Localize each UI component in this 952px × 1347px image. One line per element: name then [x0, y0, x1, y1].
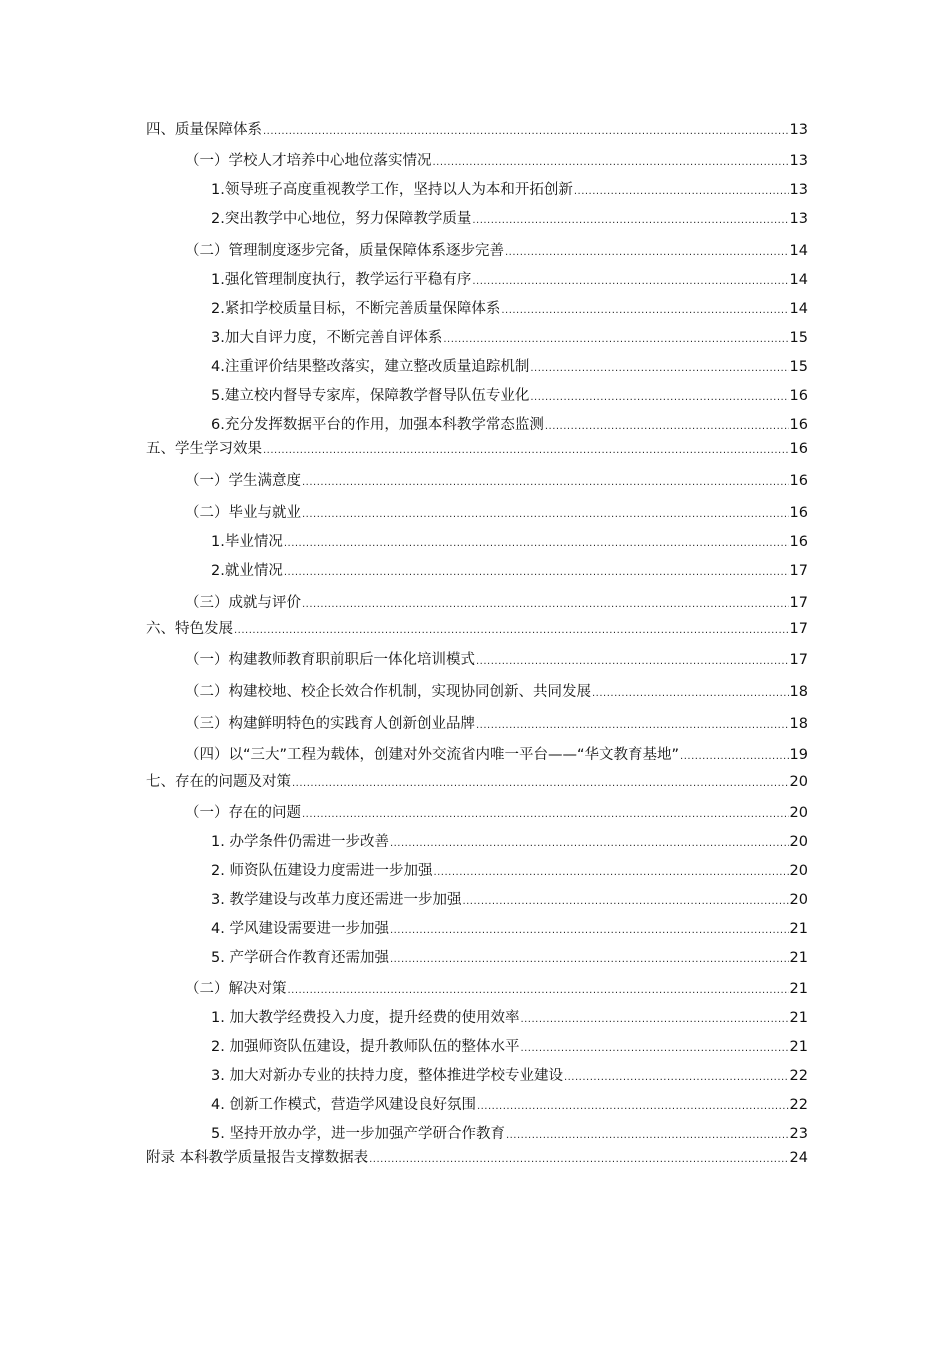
toc-entry-title: （三）成就与评价: [185, 595, 301, 611]
toc-entry-title: （二）解决对策: [185, 981, 287, 997]
toc-leader-dots: [530, 388, 788, 408]
toc-leader-dots: [574, 182, 789, 202]
toc-entry[interactable]: [211, 532, 808, 554]
toc-entry-page: 24: [789, 1150, 808, 1166]
toc-leader-dots: [288, 981, 789, 1001]
toc-entry[interactable]: [211, 386, 808, 408]
toc-entry-title: （四）以“三大”工程为载体，创建对外交流省内唯一平台——“华文教育基地”: [185, 747, 680, 763]
toc-entry-page: 13: [789, 211, 808, 227]
toc-entry-title: 1.领导班子高度重视教学工作，坚持以人为本和开拓创新: [211, 182, 573, 198]
toc-entry[interactable]: [211, 209, 808, 231]
toc-entry-page: 16: [789, 473, 808, 489]
toc-leader-dots: [520, 1010, 788, 1030]
toc-entry[interactable]: [185, 745, 808, 767]
toc-leader-dots: [292, 774, 789, 794]
toc-entry[interactable]: [185, 593, 808, 615]
toc-entry[interactable]: [146, 120, 808, 142]
toc-entry-title: 五、学生学习效果: [146, 441, 262, 457]
toc-entry[interactable]: [146, 1148, 808, 1170]
toc-entry-page: 21: [789, 950, 808, 966]
toc-entry-title: 2. 加强师资队伍建设，提升教师队伍的整体水平: [211, 1039, 520, 1055]
toc-entry[interactable]: [185, 241, 808, 263]
toc-entry-page: 16: [789, 441, 808, 457]
toc-leader-dots: [390, 950, 789, 970]
toc-entry-title: 3.加大自评力度，不断完善自评体系: [211, 330, 443, 346]
toc-entry-title: 1. 办学条件仍需进一步改善: [211, 834, 389, 850]
toc-leader-dots: [520, 1039, 788, 1059]
toc-entry[interactable]: [211, 948, 808, 970]
toc-entry-page: 21: [789, 921, 808, 937]
toc-entry-title: 6.充分发挥数据平台的作用，加强本科教学常态监测: [211, 417, 544, 433]
toc-entry-title: 3. 教学建设与改革力度还需进一步加强: [211, 892, 462, 908]
toc-entry-page: 21: [789, 1010, 808, 1026]
toc-entry[interactable]: [211, 919, 808, 941]
toc-entry[interactable]: [211, 890, 808, 912]
toc-leader-dots: [284, 534, 789, 554]
toc-leader-dots: [680, 747, 789, 767]
toc-entry-title: 2.突出教学中心地位，努力保障教学质量: [211, 211, 472, 227]
toc-leader-dots: [302, 473, 789, 493]
toc-entry-page: 13: [789, 153, 808, 169]
toc-leader-dots: [390, 921, 789, 941]
toc-entry-title: 1.强化管理制度执行，教学运行平稳有序: [211, 272, 472, 288]
toc-leader-dots: [477, 1097, 789, 1117]
toc-entry-page: 17: [789, 595, 808, 611]
toc-entry-title: （二）构建校地、校企长效合作机制，实现协同创新、共同发展: [185, 684, 591, 700]
toc-leader-dots: [369, 1150, 788, 1170]
toc-entry-title: 2.紧扣学校质量目标，不断完善质量保障体系: [211, 301, 501, 317]
toc-entry[interactable]: [185, 650, 808, 672]
toc-entry-title: 4. 学风建设需要进一步加强: [211, 921, 389, 937]
toc-entry-page: 15: [789, 330, 808, 346]
toc-entry[interactable]: [211, 861, 808, 883]
toc-entry-page: 14: [789, 301, 808, 317]
toc-entry-page: 18: [789, 684, 808, 700]
toc-entry[interactable]: [211, 299, 808, 321]
toc-entry[interactable]: [185, 714, 808, 736]
toc-entry-title: （一）存在的问题: [185, 805, 301, 821]
toc-entry[interactable]: [211, 1008, 808, 1030]
toc-entry-page: 18: [789, 716, 808, 732]
toc-entry-page: 20: [789, 805, 808, 821]
toc-entry[interactable]: [185, 682, 808, 704]
toc-entry-page: 15: [789, 359, 808, 375]
toc-leader-dots: [284, 563, 789, 583]
toc-entry[interactable]: [211, 561, 808, 583]
toc-entry[interactable]: [185, 979, 808, 1001]
toc-entry-page: 16: [789, 505, 808, 521]
toc-leader-dots: [501, 301, 788, 321]
toc-leader-dots: [443, 330, 788, 350]
toc-entry-page: 21: [789, 981, 808, 997]
toc-entry-title: 附录 本科教学质量报告支撑数据表: [146, 1150, 369, 1166]
toc-entry[interactable]: [211, 1066, 808, 1088]
toc-entry[interactable]: [211, 832, 808, 854]
toc-entry[interactable]: [185, 151, 808, 173]
toc-leader-dots: [564, 1068, 789, 1088]
toc-entry-page: 17: [789, 563, 808, 579]
toc-entry-page: 16: [789, 417, 808, 433]
toc-entry[interactable]: [211, 1095, 808, 1117]
toc-entry-page: 14: [789, 272, 808, 288]
toc-entry-title: 1. 加大教学经费投入力度，提升经费的使用效率: [211, 1010, 520, 1026]
toc-entry-title: 2.就业情况: [211, 563, 283, 579]
toc-entry-title: 3. 加大对新办专业的扶持力度，整体推进学校专业建设: [211, 1068, 563, 1084]
toc-entry[interactable]: [211, 415, 808, 437]
toc-entry-page: 17: [789, 621, 808, 637]
toc-leader-dots: [263, 122, 789, 142]
toc-entry-page: 16: [789, 534, 808, 550]
toc-entry[interactable]: [185, 503, 808, 525]
toc-entry-page: 20: [789, 834, 808, 850]
toc-leader-dots: [302, 805, 789, 825]
toc-leader-dots: [433, 863, 788, 883]
toc-entry-page: 21: [789, 1039, 808, 1055]
toc-entry-title: 5. 产学研合作教育还需加强: [211, 950, 389, 966]
toc-entry-page: 19: [789, 747, 808, 763]
toc-entry-page: 13: [789, 122, 808, 138]
toc-entry-title: （一）学校人才培养中心地位落实情况: [185, 153, 432, 169]
toc-entry-title: 七、存在的问题及对策: [146, 774, 291, 790]
toc-entry-title: 四、质量保障体系: [146, 122, 262, 138]
toc-entry[interactable]: [211, 270, 808, 292]
toc-entry-page: 20: [789, 863, 808, 879]
toc-leader-dots: [472, 272, 788, 292]
toc-leader-dots: [302, 595, 789, 615]
toc-entry[interactable]: [211, 1124, 808, 1146]
toc-leader-dots: [530, 359, 788, 379]
toc-leader-dots: [476, 652, 789, 672]
toc-leader-dots: [263, 441, 789, 461]
toc-leader-dots: [390, 834, 789, 854]
toc-entry-page: 20: [789, 774, 808, 790]
toc-leader-dots: [506, 1126, 789, 1146]
toc-leader-dots: [433, 153, 789, 173]
toc-entry-page: 23: [789, 1126, 808, 1142]
toc-entry-title: （一）构建教师教育职前职后一体化培训模式: [185, 652, 475, 668]
toc-entry[interactable]: [146, 772, 808, 794]
toc-entry-title: 1.毕业情况: [211, 534, 283, 550]
toc-entry[interactable]: [185, 803, 808, 825]
toc-entry-title: 4. 创新工作模式，营造学风建设良好氛围: [211, 1097, 476, 1113]
toc-entry[interactable]: [211, 180, 808, 202]
toc-leader-dots: [234, 621, 789, 641]
toc-entry[interactable]: [146, 619, 808, 641]
toc-entry[interactable]: [211, 357, 808, 379]
toc-entry-title: 5.建立校内督导专家库，保障教学督导队伍专业化: [211, 388, 530, 404]
toc-entry-title: （一）学生满意度: [185, 473, 301, 489]
toc-leader-dots: [592, 684, 789, 704]
toc-entry-page: 22: [789, 1068, 808, 1084]
toc-leader-dots: [302, 505, 789, 525]
toc-entry[interactable]: [146, 439, 808, 461]
toc-entry-page: 13: [789, 182, 808, 198]
toc-entry-title: （二）管理制度逐步完备，质量保障体系逐步完善: [185, 243, 504, 259]
toc-leader-dots: [462, 892, 788, 912]
toc-entry-title: 六、特色发展: [146, 621, 233, 637]
toc-entry-title: （二）毕业与就业: [185, 505, 301, 521]
toc-entry-page: 16: [789, 388, 808, 404]
toc-entry-title: 4.注重评价结果整改落实，建立整改质量追踪机制: [211, 359, 530, 375]
toc-entry-title: 2. 师资队伍建设力度需进一步加强: [211, 863, 433, 879]
toc-leader-dots: [545, 417, 789, 437]
toc-leader-dots: [505, 243, 789, 263]
toc-leader-dots: [472, 211, 788, 231]
toc-entry[interactable]: [211, 328, 808, 350]
toc-entry-page: 14: [789, 243, 808, 259]
toc-entry-page: 17: [789, 652, 808, 668]
toc-entry[interactable]: [211, 1037, 808, 1059]
toc-entry[interactable]: [185, 471, 808, 493]
toc-entry-title: 5. 坚持开放办学，进一步加强产学研合作教育: [211, 1126, 505, 1142]
toc-leader-dots: [476, 716, 789, 736]
toc-entry-title: （三）构建鲜明特色的实践育人创新创业品牌: [185, 716, 475, 732]
toc-entry-page: 20: [789, 892, 808, 908]
toc-entry-page: 22: [789, 1097, 808, 1113]
